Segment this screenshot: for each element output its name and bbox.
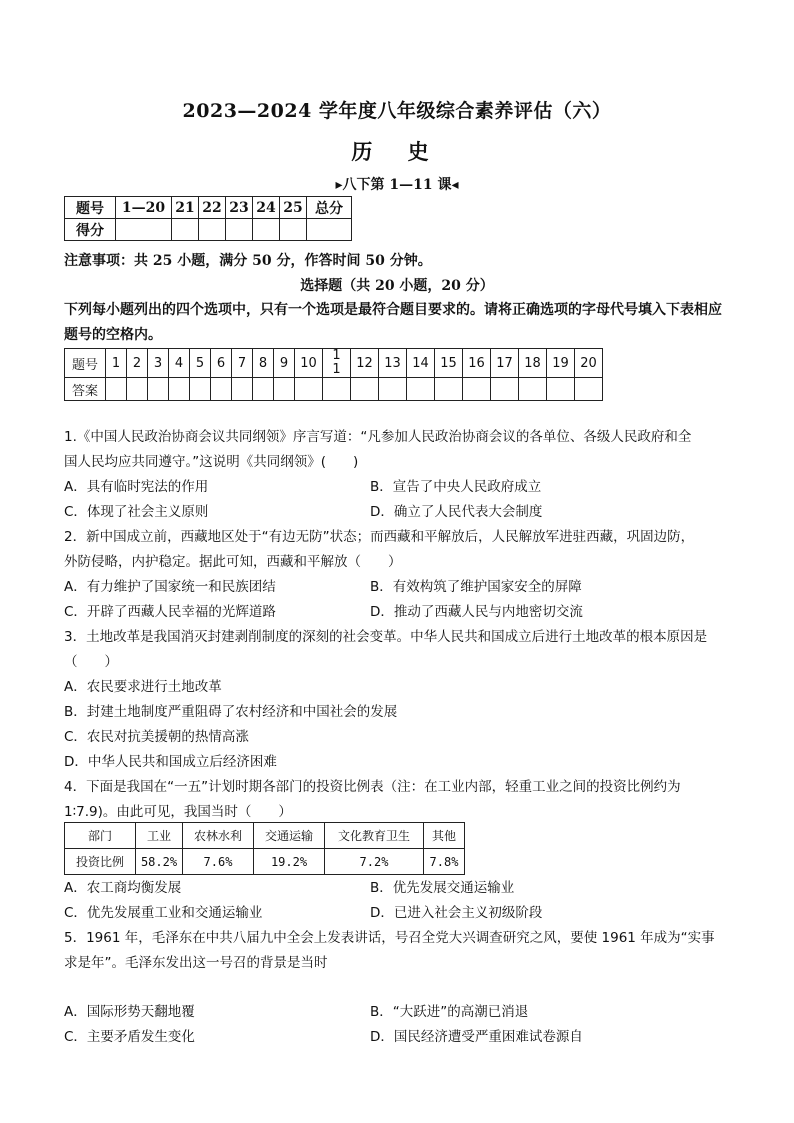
score-input-cell[interactable] [226,219,253,241]
answer-cell[interactable] [127,378,148,401]
answer-row-label: 答案 [65,378,106,401]
score-cell: 25 [280,197,307,219]
question-number: 1 1 [323,349,351,378]
answer-cell[interactable] [232,378,253,401]
question-number: 20 [575,349,603,378]
score-input-cell[interactable] [116,219,172,241]
investment-header-cell: 其他 [424,823,465,849]
answer-cell[interactable] [519,378,547,401]
score-cell: 题号 [65,197,116,219]
notice-text: 注意事项：共 25 小题，满分 50 分，作答时间 50 分钟。 [64,253,432,269]
option-a[interactable]: A．国际形势天翻地覆 [64,1004,195,1020]
question-number: 17 [491,349,519,378]
section-instruction: 下列每小题列出的四个选项中，只有一个选项是最符合题目要求的。请将正确选项的字母代号填入下表相应题号的空格内。 [64,302,722,343]
answer-cell[interactable] [407,378,435,401]
score-cell: 22 [199,197,226,219]
investment-header-cell: 交通运输 [254,823,325,849]
question-number: 15 [435,349,463,378]
score-table-score-row [65,219,352,241]
question-4 [64,775,734,825]
investment-value: 7.6% [183,849,254,875]
answer-cell[interactable] [323,378,351,401]
question-stem-line: 1∶7.9)。由此可见，我国当时（ ） [64,804,292,820]
option-b[interactable]: B．宣告了中央人民政府成立 [370,479,542,495]
question-number: 18 [519,349,547,378]
option-a[interactable]: A．具有临时宪法的作用 [64,479,209,495]
investment-value: 58.2% [136,849,183,875]
answer-cell[interactable] [274,378,295,401]
investment-value: 19.2% [254,849,325,875]
answer-table-number-row [65,349,603,378]
question-number: 12 [351,349,379,378]
option-d[interactable]: D．确立了人民代表大会制度 [370,504,543,520]
option-c[interactable]: C．开辟了西藏人民幸福的光辉道路 [64,604,276,620]
investment-header-cell: 部门 [65,823,136,849]
answer-row-label: 题号 [65,349,106,378]
answer-cell[interactable] [190,378,211,401]
question-number: 2 [127,349,148,378]
question-stem-line: （ ） [64,654,118,670]
question-stem-line: 国人民均应共同遵守。”这说明《共同纲领》( ) [64,454,359,470]
question-number: 14 [407,349,435,378]
question-2 [64,525,734,575]
answer-cell[interactable] [106,378,127,401]
answer-cell[interactable] [379,378,407,401]
score-cell: 24 [253,197,280,219]
option-b[interactable]: B．有效构筑了维护国家安全的屏障 [370,579,582,595]
investment-row-label: 投资比例 [65,849,136,875]
question-number: 8 [253,349,274,378]
question-stem-line: 3．土地改革是我国消灭封建剥削制度的深刻的社会变革。中华人民共和国成立后进行土地改革的根本原因是 [64,629,708,645]
question-number: 6 [211,349,232,378]
score-input-cell[interactable] [253,219,280,241]
option-c[interactable]: C．体现了社会主义原则 [64,504,209,520]
question-stem-line: 2．新中国成立前，西藏地区处于“有边无防”状态；而西藏和平解放后，人民解放军进驻西藏，巩固边防， [64,529,695,545]
question-number: 10 [295,349,323,378]
answer-cell[interactable] [351,378,379,401]
answer-cell[interactable] [547,378,575,401]
score-input-cell[interactable] [172,219,199,241]
score-input-cell[interactable] [199,219,226,241]
lesson-scope: ▸八下第 1—11 课◂ [335,177,459,193]
option-c[interactable]: C．农民对抗美援朝的热情高涨 [64,729,249,745]
option-c[interactable]: C．主要矛盾发生变化 [64,1029,195,1045]
question-stem-line: 1.《中国人民政治协商会议共同纲领》序言写道：“凡参加人民政治协商会议的各单位、各级人民政府和全 [64,429,692,445]
option-a[interactable]: A．农民要求进行土地改革 [64,679,222,695]
question-number: 3 [148,349,169,378]
question-number: 16 [463,349,491,378]
answer-cell[interactable] [491,378,519,401]
option-d[interactable]: D．已进入社会主义初级阶段 [370,905,543,921]
score-input-cell[interactable] [307,219,352,241]
answer-cell[interactable] [463,378,491,401]
question-number: 5 [190,349,211,378]
section-heading: 选择题（共 20 小题，20 分） [300,278,494,294]
question-1 [64,425,734,475]
investment-header-cell: 工业 [136,823,183,849]
question-number: 19 [547,349,575,378]
score-row-label: 得分 [65,219,116,241]
question-3 [64,625,734,675]
investment-header-cell: 农林水利 [183,823,254,849]
score-table-header-row [65,197,352,219]
answer-cell[interactable] [169,378,190,401]
score-cell: 21 [172,197,199,219]
score-cell: 总分 [307,197,352,219]
question-stem-line: 外防侵略，内护稳定。据此可知，西藏和平解放（ ） [64,554,402,570]
option-b[interactable]: B．封建土地制度严重阻碍了农村经济和中国社会的发展 [64,704,398,720]
answer-cell[interactable] [253,378,274,401]
question-5 [64,926,734,976]
option-c[interactable]: C．优先发展重工业和交通运输业 [64,905,263,921]
option-a[interactable]: A．有力维护了国家统一和民族团结 [64,579,276,595]
question-number: 13 [379,349,407,378]
answer-cell[interactable] [295,378,323,401]
score-cell: 1—20 [116,197,172,219]
investment-table [64,822,465,875]
option-b[interactable]: B．“大跃进”的高潮已消退 [370,1004,529,1020]
investment-value: 7.2% [325,849,424,875]
answer-cell[interactable] [211,378,232,401]
score-table [64,196,352,241]
question-stem-line: 求是年”。毛泽东发出这一号召的背景是当时 [64,955,328,971]
investment-header-cell: 文化教育卫生 [325,823,424,849]
question-stem-line: 5．1961 年，毛泽东在中共八届九中全会上发表讲话，号召全党大兴调查研究之风，要使 1961 年成为“实事 [64,930,715,946]
score-input-cell[interactable] [280,219,307,241]
question-number: 1 [106,349,127,378]
question-number: 9 [274,349,295,378]
exam-title: 2023—2024 学年度八年级综合素养评估（六） [182,100,612,122]
score-cell: 23 [226,197,253,219]
option-b[interactable]: B．优先发展交通运输业 [370,880,515,896]
investment-value-row [65,849,465,875]
answer-table [64,348,603,401]
option-d[interactable]: D．国民经济遭受严重困难试卷源自 [370,1029,583,1045]
investment-value: 7.8% [424,849,465,875]
option-d[interactable]: D．推动了西藏人民与内地密切交流 [370,604,583,620]
option-a[interactable]: A．农工商均衡发展 [64,880,182,896]
answer-cell[interactable] [435,378,463,401]
answer-cell[interactable] [148,378,169,401]
question-number: 7 [232,349,253,378]
question-stem-line: 4．下面是我国在“一五”计划时期各部门的投资比例表（注：在工业内部，轻重工业之间的投资比例约为 [64,779,681,795]
question-number: 4 [169,349,190,378]
answer-cell[interactable] [575,378,603,401]
investment-header-row [65,823,465,849]
subject-title: 历 史 [351,139,443,164]
option-d[interactable]: D．中华人民共和国成立后经济困难 [64,754,277,770]
answer-table-answer-row [65,378,603,401]
